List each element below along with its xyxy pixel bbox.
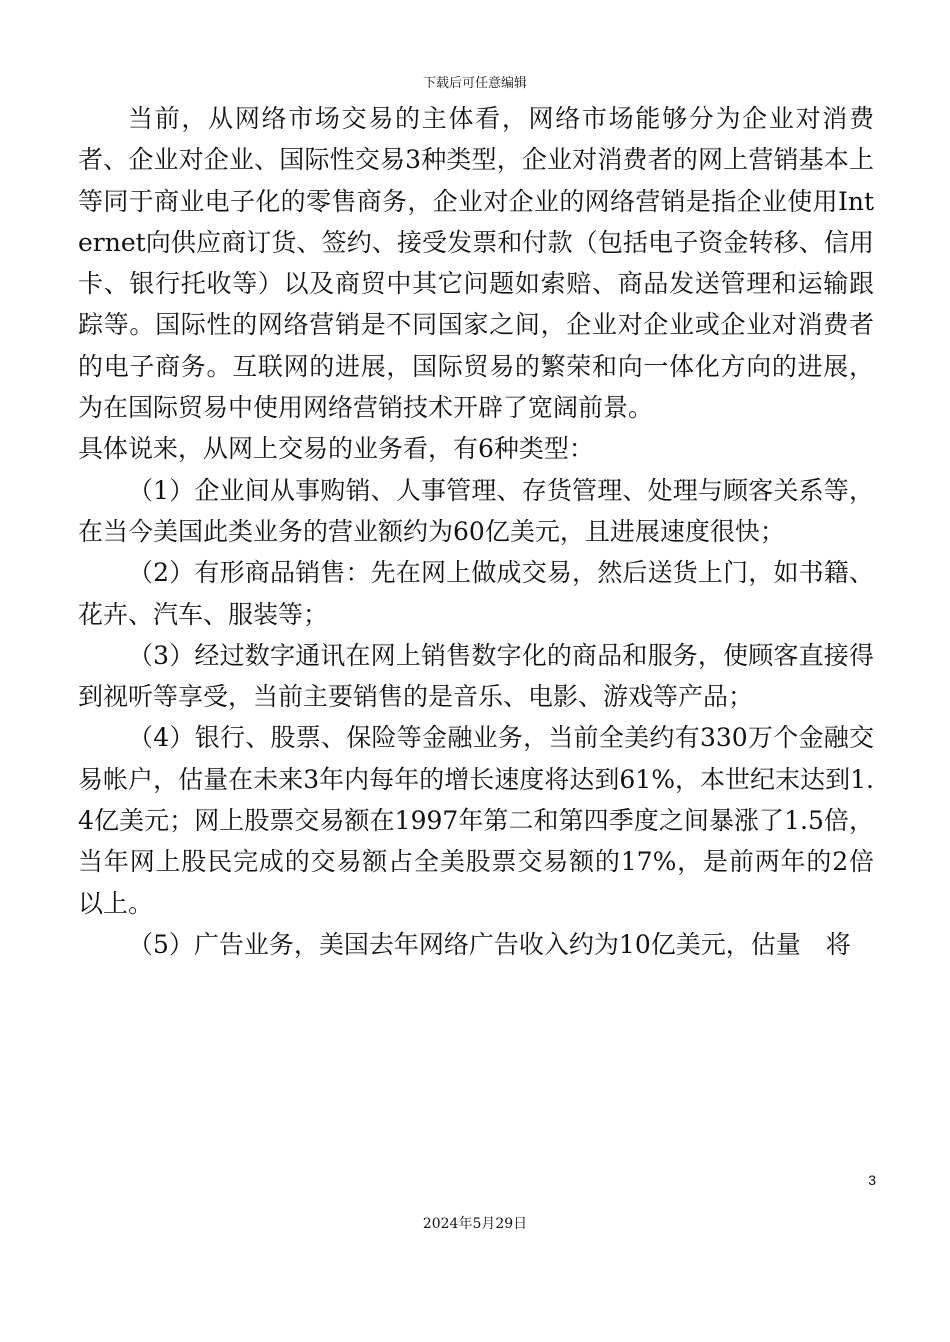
paragraph-item-4: （4）银行、股票、保险等金融业务，当前全美约有330万个金融交易帐户，估量在未来3年内每年的增长速度将达到61%，本世纪末达到1.4亿美元；网上股票交易额在1997年第二和第四季度之间暴涨了1.5倍，当年网上股民完成的交易额占全美股票交易额的17%，是前两年的2倍以上。 [78, 723, 874, 918]
paragraph-item-1: （1）企业间从事购销、人事管理、存货管理、处理与顾客关系等，在当今美国此类业务的营业额约为60亿美元，且进展速度很快； [78, 475, 874, 546]
document-body [78, 98, 874, 965]
paragraph-item-5: （5）广告业务，美国去年网络广告收入约为10亿美元，估量 将 [128, 929, 851, 959]
paragraph-item-3: （3）经过数字通讯在网上销售数字化的商品和服务，使顾客直接得到视听等享受，当前主要销售的是音乐、电影、游戏等产品； [78, 640, 874, 712]
footer-date: 2024年5月29日 [422, 1216, 528, 1232]
page-header: 下载后可任意编辑 [422, 76, 527, 91]
paragraph-item-2: （2）有形商品销售：先在网上做成交易，然后送货上门，如书籍、花卉、汽车、服装等； [78, 558, 874, 629]
paragraph-types-heading: 具体说来，从网上交易的业务看，有6种类型： [78, 434, 594, 464]
paragraph-intro: 当前，从网络市场交易的主体看，网络市场能够分为企业对消费者、企业对企业、国际性交易3种类型，企业对消费者的网上营销基本上等同于商业电子化的零售商务，企业对企业的网络营销是指企业使用Internet向供应商订货、签约、接受发票和付款（包括电子资金转移、信用卡、银行托收等）以及商贸中其它问题如索赔、商品发送管理和运输跟踪等。国际性的网络营销是不同国家之间，企业对企业或企业对消费者的电子商务。互联网的进展，国际贸易的繁荣和向一体化方向的进展，为在国际贸易中使用网络营销技术开辟了宽阔前景。 [78, 104, 874, 423]
page-number: 3 [868, 1172, 876, 1188]
